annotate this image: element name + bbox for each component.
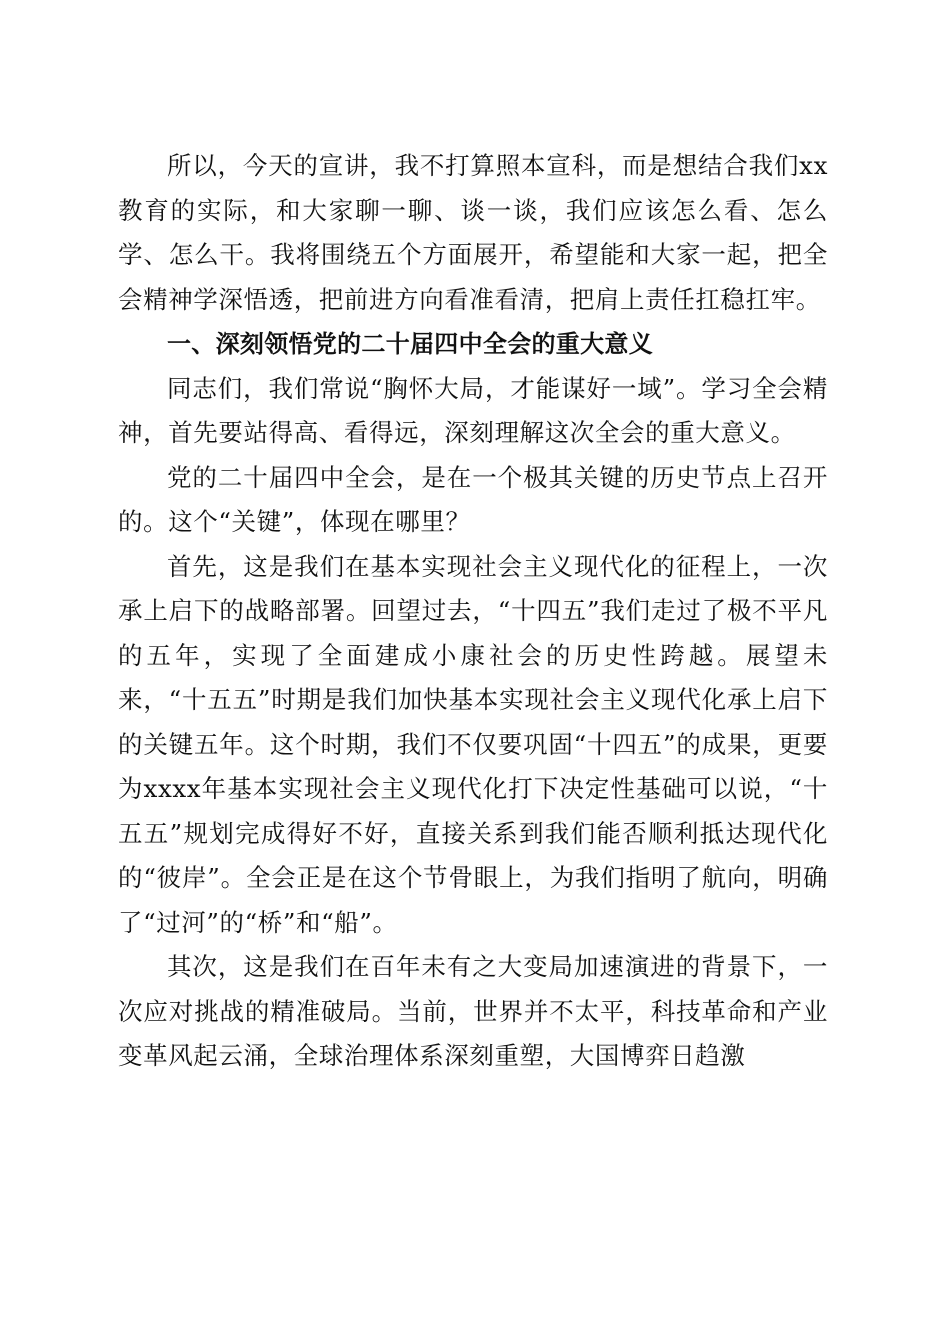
paragraph-key-moment: 党的二十届四中全会，是在一个极其关键的历史节点上召开的。这个“关键”，体现在哪里？ (118, 462, 828, 536)
paragraph-intro: 所以，今天的宣讲，我不打算照本宣科，而是想结合我们xx教育的实际，和大家聊一聊、谈一谈，我们应该怎么看、怎么学、怎么干。我将围绕五个方面展开，希望能和大家一起，把全会精神学深悟透，把前进方向看准看清，把肩上责任扛稳扛牢。 (118, 151, 828, 314)
paragraph-first-point: 首先，这是我们在基本实现社会主义现代化的征程上，一次承上启下的战略部署。回望过去，“十四五”我们走过了极不平凡的五年，实现了全面建成小康社会的历史性跨越。展望未来，“十五五”时期是我们加快基本实现社会主义现代化承上启下的关键五年。这个时期，我们不仅要巩固“十四五”的成果，更要为xxxx年基本实现社会主义现代化打下决定性基础可以说，“十五五”规划完成得好不好，直接关系到我们能否顺利抵达现代化的“彼岸”。全会正是在这个节骨眼上，为我们指明了航向，明确了“过河”的“桥”和“船”。 (118, 551, 828, 937)
document-body (118, 144, 828, 1079)
paragraph-second-point: 其次，这是我们在百年未有之大变局加速演进的背景下，一次应对挑战的精准破局。当前，世界并不太平，科技革命和产业变革风起云涌，全球治理体系深刻重塑，大国博弈日趋激 (118, 952, 828, 1070)
section-heading-1: 一、深刻领悟党的二十届四中全会的重大意义 (167, 330, 653, 358)
paragraph-overview: 同志们，我们常说“胸怀大局，才能谋好一域”。学习全会精神，首先要站得高、看得远，深刻理解这次全会的重大意义。 (118, 373, 828, 447)
